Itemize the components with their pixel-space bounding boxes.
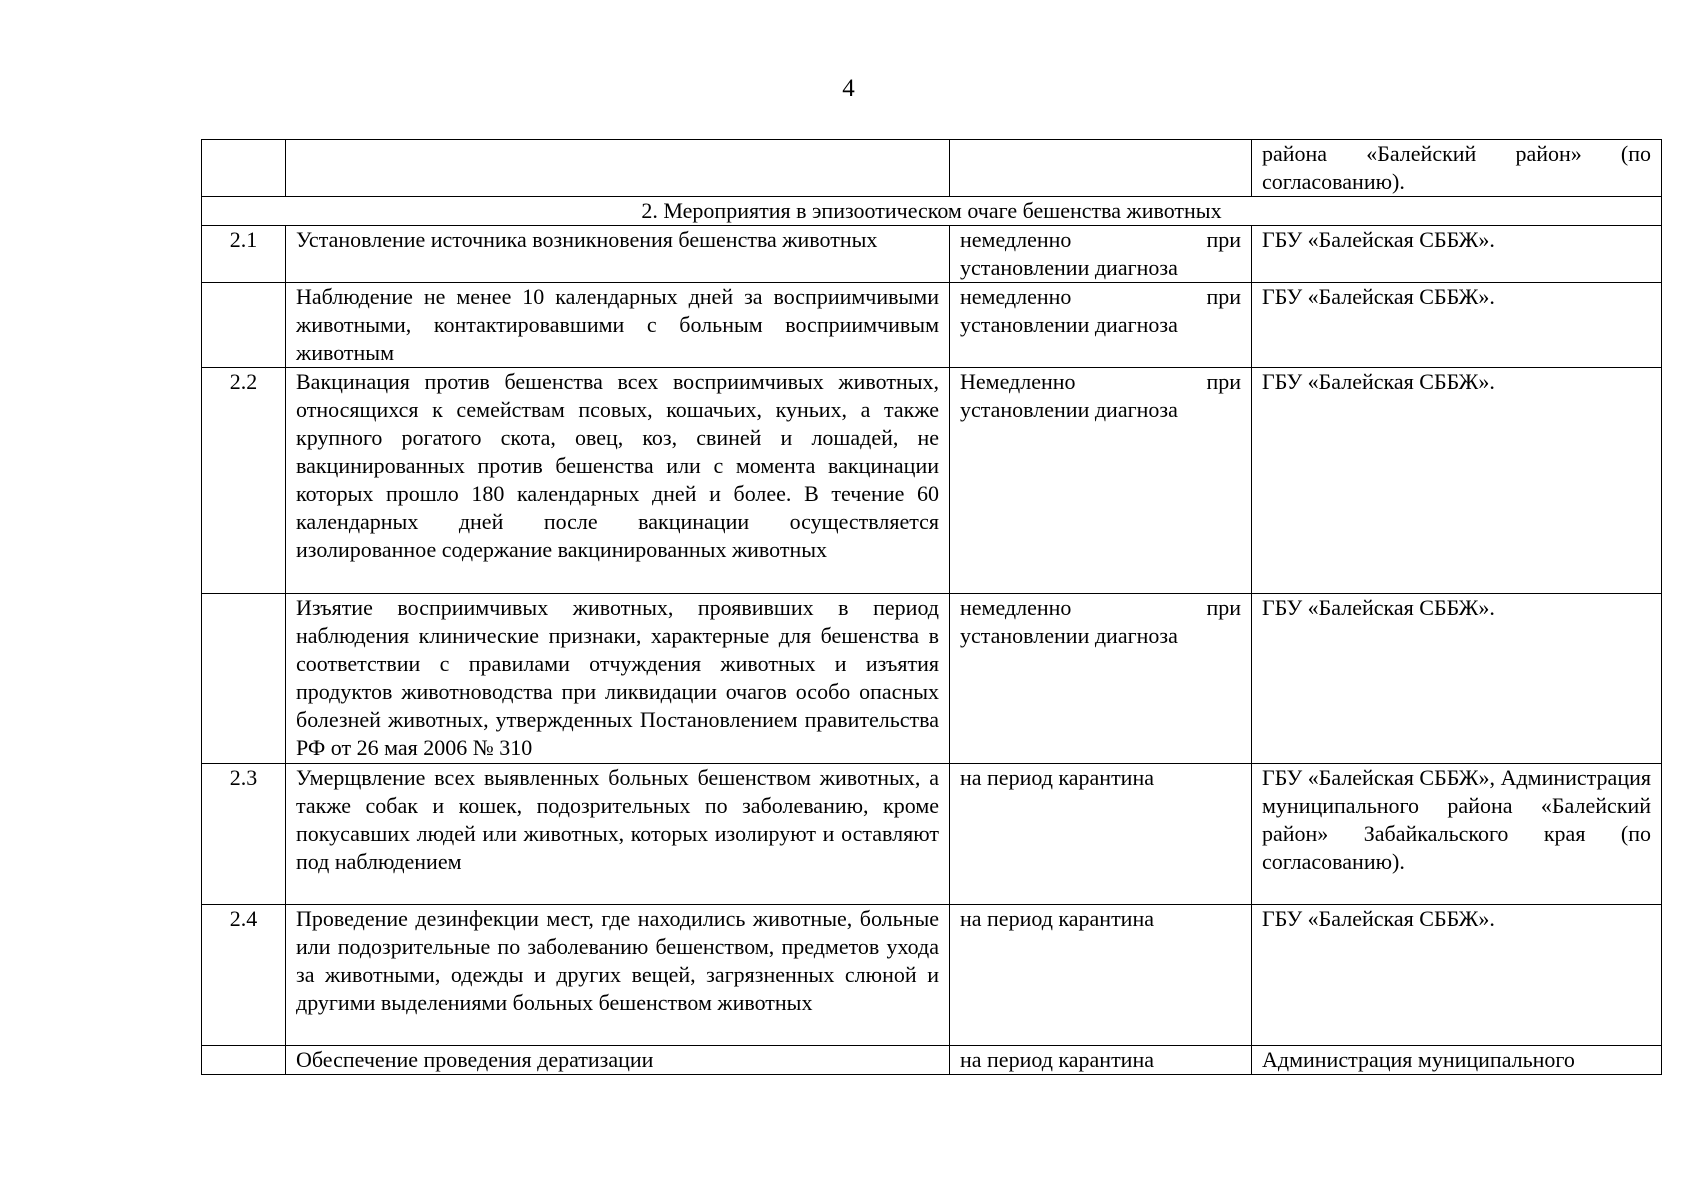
responsible-cell: ГБУ «Балейская СББЖ». bbox=[1252, 905, 1662, 1046]
section-title: 2. Мероприятия в эпизоотическом очаге бешенства животных bbox=[202, 197, 1662, 226]
responsible-cell: ГБУ «Балейская СББЖ». bbox=[1252, 594, 1662, 764]
deadline-cell: на период карантина bbox=[950, 1046, 1252, 1075]
item-number bbox=[202, 594, 286, 764]
table-row bbox=[202, 368, 1662, 594]
responsible-cell: района «Балейский район» (по согласованию). bbox=[1252, 140, 1662, 197]
table-row bbox=[202, 905, 1662, 1046]
table-row bbox=[202, 1046, 1662, 1075]
item-number: 2.3 bbox=[202, 764, 286, 905]
section-header-row bbox=[202, 197, 1662, 226]
measure-cell bbox=[286, 140, 950, 197]
responsible-cell: ГБУ «Балейская СББЖ», Администрация муниципального района «Балейский район» Забайкальского края (по согласованию). bbox=[1252, 764, 1662, 905]
table-row bbox=[202, 764, 1662, 905]
deadline-cell: немедленно при установлении диагноза bbox=[950, 594, 1252, 764]
deadline-cell: Немедленно при установлении диагноза bbox=[950, 368, 1252, 594]
page-number: 4 bbox=[842, 75, 855, 102]
item-number bbox=[202, 283, 286, 368]
deadline-cell: немедленно при установлении диагноза bbox=[950, 226, 1252, 283]
measures-table bbox=[201, 139, 1662, 1075]
table-row bbox=[202, 283, 1662, 368]
measure-cell: Изъятие восприимчивых животных, проявивших в период наблюдения клинические признаки, характерные для бешенства в соответствии с правилами отчуждения животных и изъятия продуктов животноводства при ликвидации очагов особо опасных болезней животных, утвержденных Постановлением правительства РФ от 26 мая 2006 № 310 bbox=[286, 594, 950, 764]
table-row bbox=[202, 226, 1662, 283]
deadline-cell: на период карантина bbox=[950, 905, 1252, 1046]
measure-cell: Установление источника возникновения бешенства животных bbox=[286, 226, 950, 283]
item-number bbox=[202, 140, 286, 197]
item-number bbox=[202, 1046, 286, 1075]
measure-cell: Наблюдение не менее 10 календарных дней за восприимчивыми животными, контактировавшими с больным восприимчивым животным bbox=[286, 283, 950, 368]
item-number: 2.4 bbox=[202, 905, 286, 1046]
measure-cell: Проведение дезинфекции мест, где находились животные, больные или подозрительные по заболеванию бешенством, предметов ухода за животными, одежды и других вещей, загрязненных слюной и другими выделениями больных бешенством животных bbox=[286, 905, 950, 1046]
responsible-cell: ГБУ «Балейская СББЖ». bbox=[1252, 368, 1662, 594]
responsible-cell: ГБУ «Балейская СББЖ». bbox=[1252, 283, 1662, 368]
responsible-cell: ГБУ «Балейская СББЖ». bbox=[1252, 226, 1662, 283]
table-row bbox=[202, 594, 1662, 764]
table-row bbox=[202, 140, 1662, 197]
responsible-cell: Администрация муниципального bbox=[1252, 1046, 1662, 1075]
measure-cell: Умерщвление всех выявленных больных бешенством животных, а также собак и кошек, подозрительных по заболеванию, кроме покусавших людей или животных, которых изолируют и оставляют под наблюдением bbox=[286, 764, 950, 905]
deadline-cell: на период карантина bbox=[950, 764, 1252, 905]
measure-cell: Обеспечение проведения дератизации bbox=[286, 1046, 950, 1075]
deadline-cell: немедленно при установлении диагноза bbox=[950, 283, 1252, 368]
deadline-cell bbox=[950, 140, 1252, 197]
item-number: 2.1 bbox=[202, 226, 286, 283]
item-number: 2.2 bbox=[202, 368, 286, 594]
measure-cell: Вакцинация против бешенства всех восприимчивых животных, относящихся к семействам псовых, кошачьих, куньих, а также крупного рогатого скота, овец, коз, свиней и лошадей, не вакцинированных против бешенства или с момента вакцинации которых прошло 180 календарных дней и более. В течение 60 календарных дней после вакцинации осуществляется изолированное содержание вакцинированных животных bbox=[286, 368, 950, 594]
